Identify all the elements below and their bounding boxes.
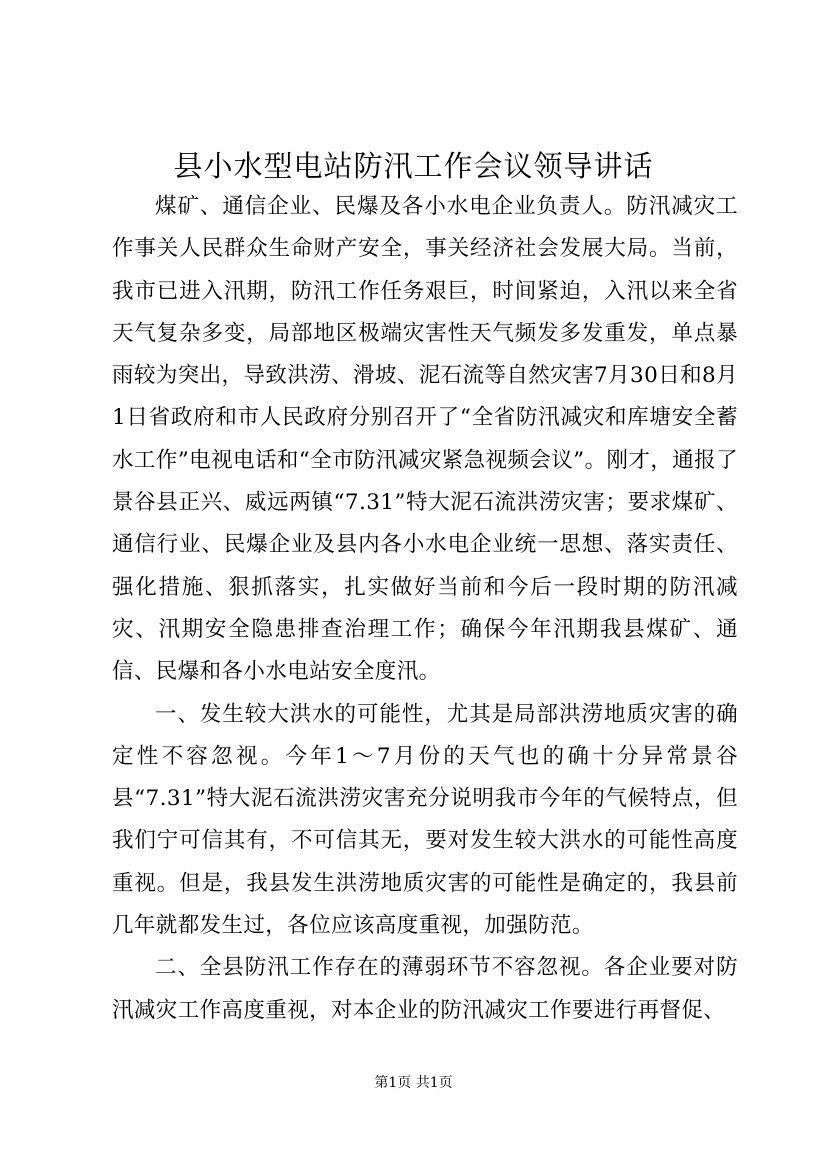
document-body bbox=[112, 186, 738, 1032]
paragraph-intro: 煤矿、通信企业、民爆及各小水电企业负责人。防汛减灾工作事关人民群众生命财产安全，事关经济社会发展大局。当前，我市已进入汛期，防汛工作任务艰巨，时间紧迫，入汛以来全省天气复杂多变，局部地区极端灾害性天气频发多发重发，单点暴雨较为突出，导致洪涝、滑坡、泥石流等自然灾害7月30日和8月1日省政府和市人民政府分别召开了“全省防汛减灾和库塘安全蓄水工作”电视电话和“全市防汛减灾紧急视频会议”。刚才，通报了景谷县正兴、威远两镇“7.31”特大泥石流洪涝灾害；要求煤矿、通信行业、民爆企业及县内各小水电企业统一思想、落实责任、强化措施、狠抓落实，扎实做好当前和今后一段时期的防汛减灾、汛期安全隐患排查治理工作；确保今年汛期我县煤矿、通信、民爆和各小水电站安全度汛。 bbox=[112, 194, 738, 685]
document-title: 县小水型电站防汛工作会议领导讲话 bbox=[173, 149, 654, 183]
paragraph-section-2: 二、全县防汛工作存在的薄弱环节不容忽视。各企业要对防汛减灾工作高度重视，对本企业的防汛减灾工作要进行再督促、 bbox=[112, 955, 738, 1023]
paragraph-section-1: 一、发生较大洪水的可能性，尤其是局部洪涝地质灾害的确定性不容忽视。今年1～7月份的天气也的确十分异常景谷县“7.31”特大泥石流洪涝灾害充分说明我市今年的气候特点，但我们宁可信其有，不可信其无，要对发生较大洪水的可能性高度重视。但是，我县发生洪涝地质灾害的可能性是确定的，我县前几年就都发生过，各位应该高度重视，加强防范。 bbox=[112, 701, 738, 939]
page-footer: 第1页 共1页 bbox=[374, 1075, 453, 1091]
